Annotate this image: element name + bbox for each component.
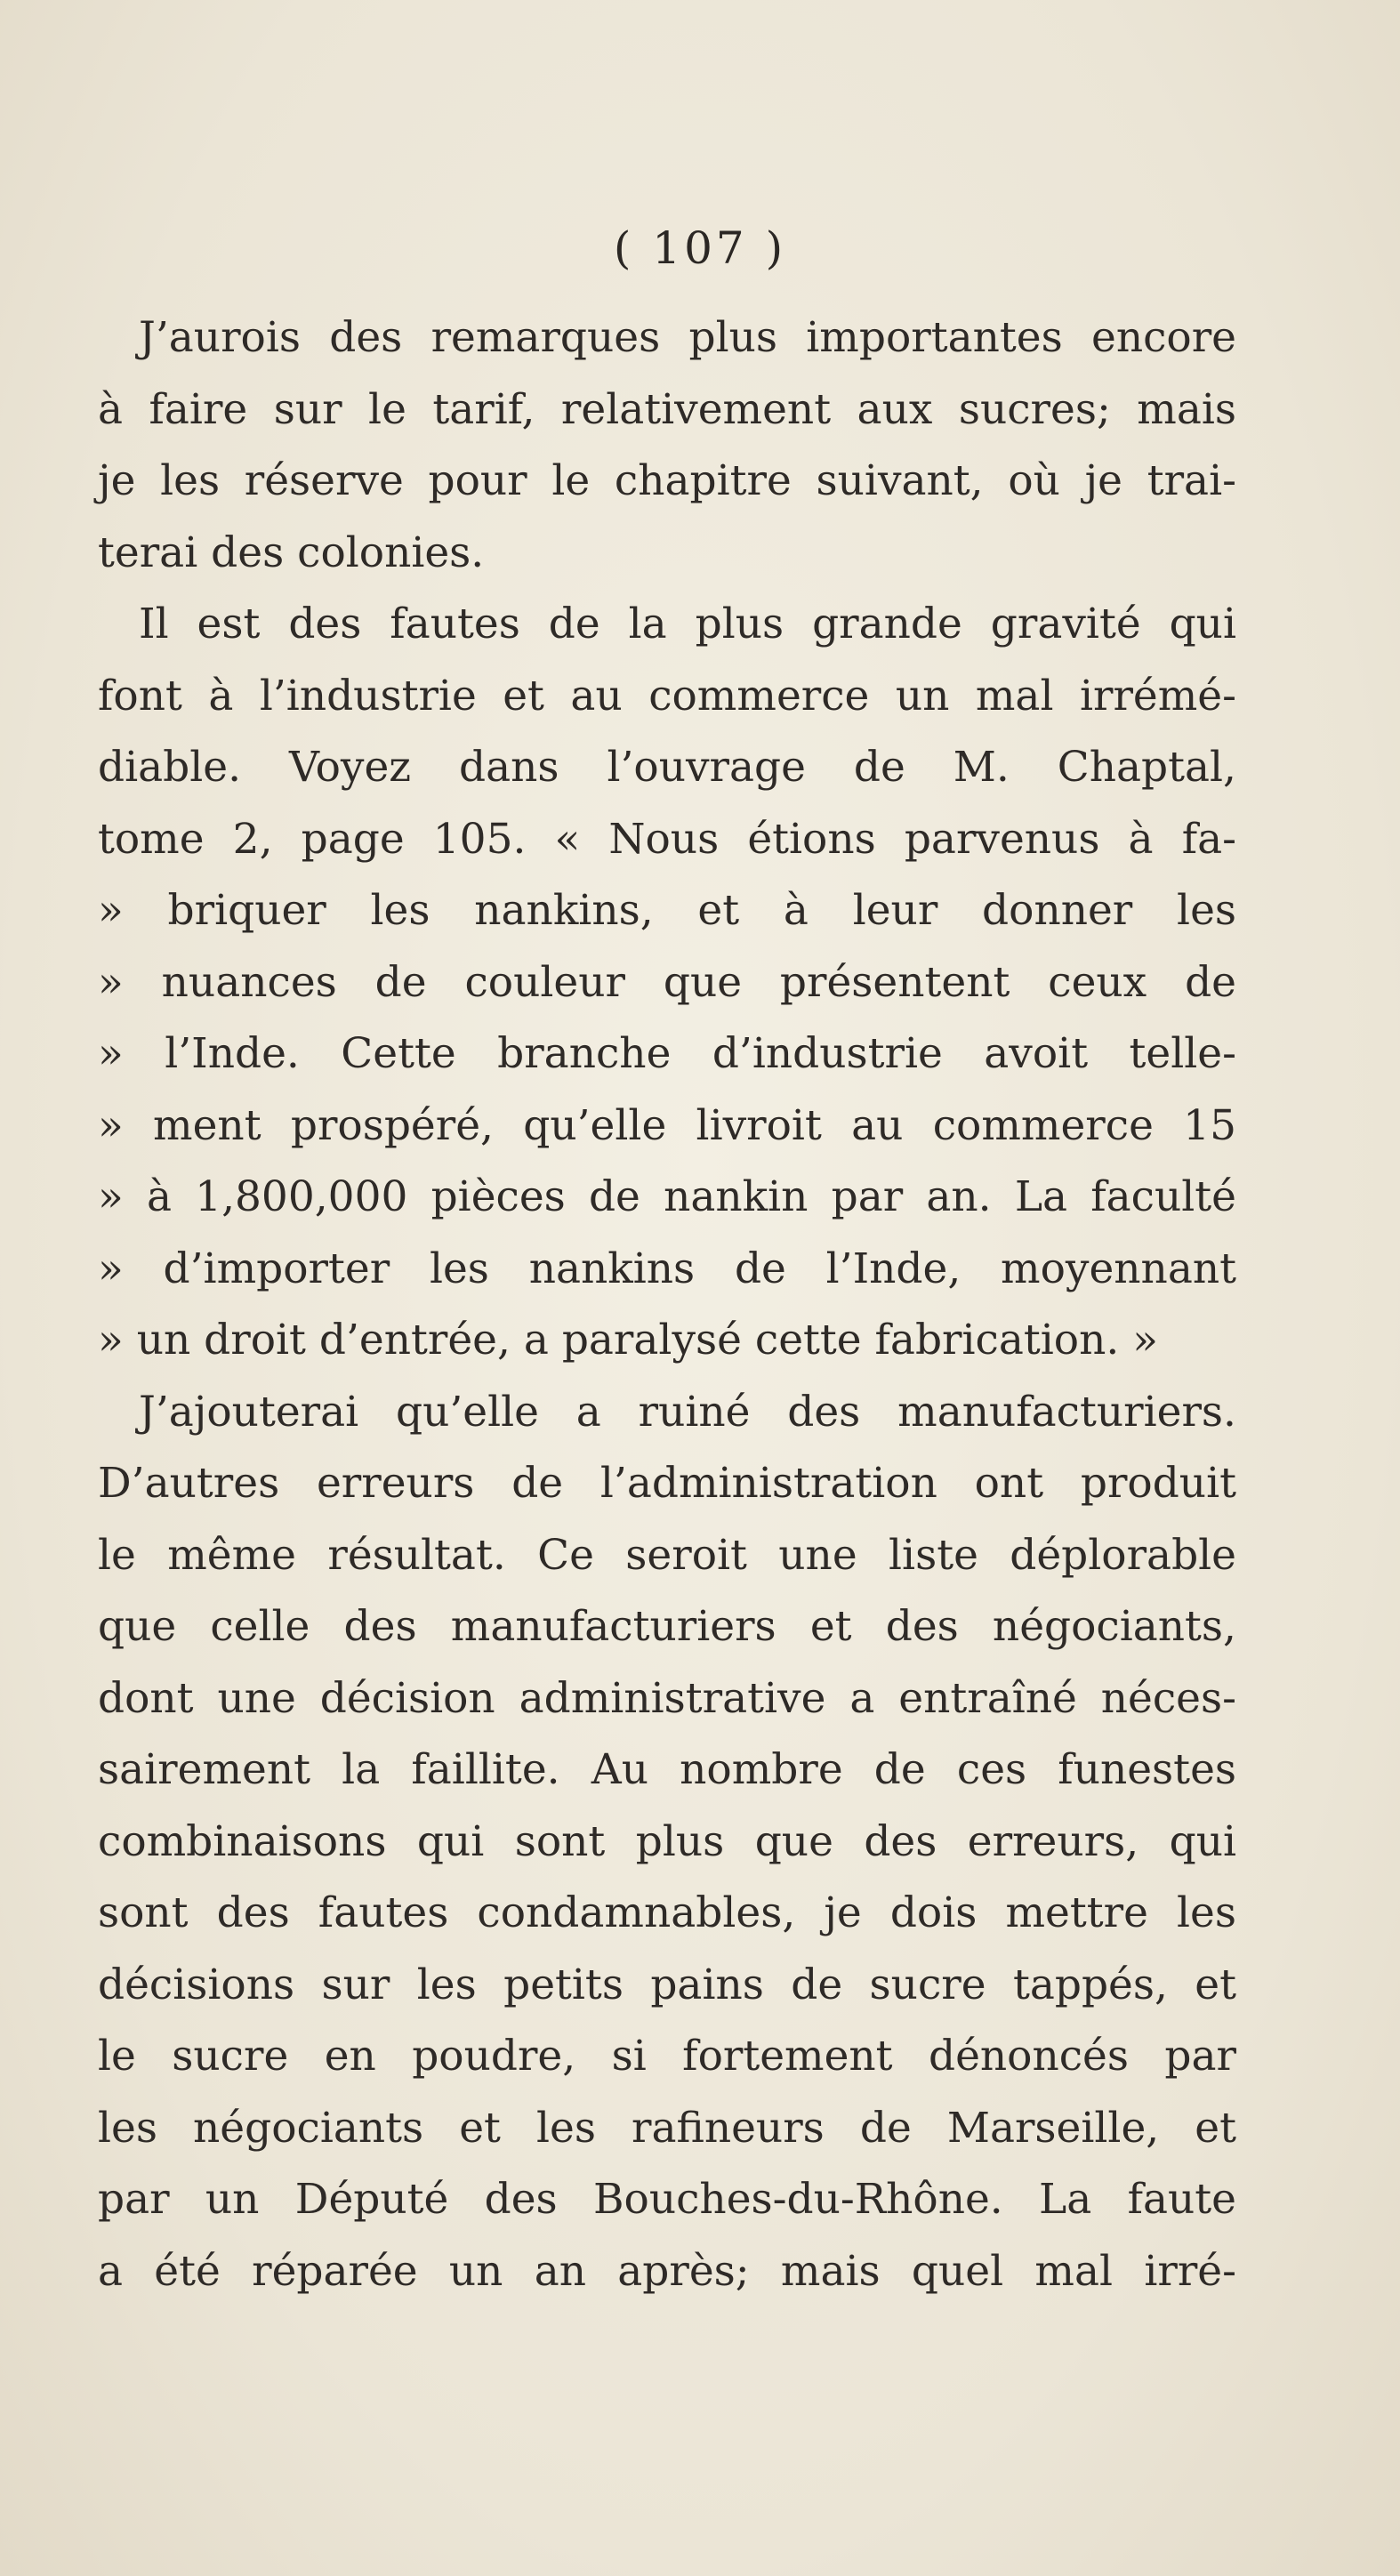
text-line: par un Député des Bouches-du-Rhône. La faute (98, 2175, 1236, 2224)
text-line: dont une décision administrative a entraîné néces- (98, 1673, 1236, 1723)
text-line: le sucre en poudre, si fortement dénoncés par (98, 2032, 1236, 2081)
page-number: ( 107 ) (613, 222, 787, 274)
text-line: décisions sur les petits pains de sucre tappés, et (98, 1960, 1236, 2009)
text-line: je les réserve pour le chapitre suivant, où je trai- (98, 456, 1236, 505)
text-line: J’aurois des remarques plus importantes encore (139, 313, 1236, 362)
text-line: que celle des manufacturiers et des négociants, (98, 1602, 1236, 1651)
text-line: » nuances de couleur que présentent ceux de (98, 957, 1236, 1007)
text-line: sairement la faillite. Au nombre de ces funestes (98, 1745, 1236, 1794)
text-line: » ment prospéré, qu’elle livroit au commerce 15 (98, 1100, 1236, 1150)
body-text (98, 302, 1236, 2307)
text-line: le même résultat. Ce seroit une liste déplorable (98, 1530, 1236, 1580)
text-line: » briquer les nankins, et à leur donner les (98, 886, 1236, 935)
text-line: combinaisons qui sont plus que des erreurs, qui (98, 1816, 1236, 1866)
text-line: terai des colonies. (98, 527, 485, 577)
text-line: » un droit d’entrée, a paralysé cette fabrication. » (98, 1316, 1159, 1364)
text-line: » l’Inde. Cette branche d’industrie avoit telle- (98, 1029, 1236, 1078)
text-line: tome 2, page 105. « Nous étions parvenus à fa- (98, 814, 1236, 864)
text-line: D’autres erreurs de l’administration ont produit (98, 1459, 1236, 1508)
text-line: Il est des fautes de la plus grande gravité qui (139, 600, 1236, 648)
text-line: à faire sur le tarif, relativement aux sucres; mais (98, 384, 1236, 434)
text-line: » d’importer les nankins de l’Inde, moyennant (98, 1244, 1236, 1293)
text-line: sont des fautes condamnables, je dois mettre les (98, 1888, 1236, 1937)
text-line: » à 1,800,000 pièces de nankin par an. La faculté (98, 1172, 1236, 1221)
text-line: a été réparée un an après; mais quel mal irré- (98, 2246, 1236, 2296)
text-line: font à l’industrie et au commerce un mal irrémé- (98, 671, 1236, 720)
text-line: les négociants et les rafineurs de Marseille, et (98, 2103, 1236, 2153)
text-line: diable. Voyez dans l’ouvrage de M. Chaptal, (98, 743, 1236, 792)
text-line: J’ajouterai qu’elle a ruiné des manufacturiers. (139, 1387, 1236, 1437)
